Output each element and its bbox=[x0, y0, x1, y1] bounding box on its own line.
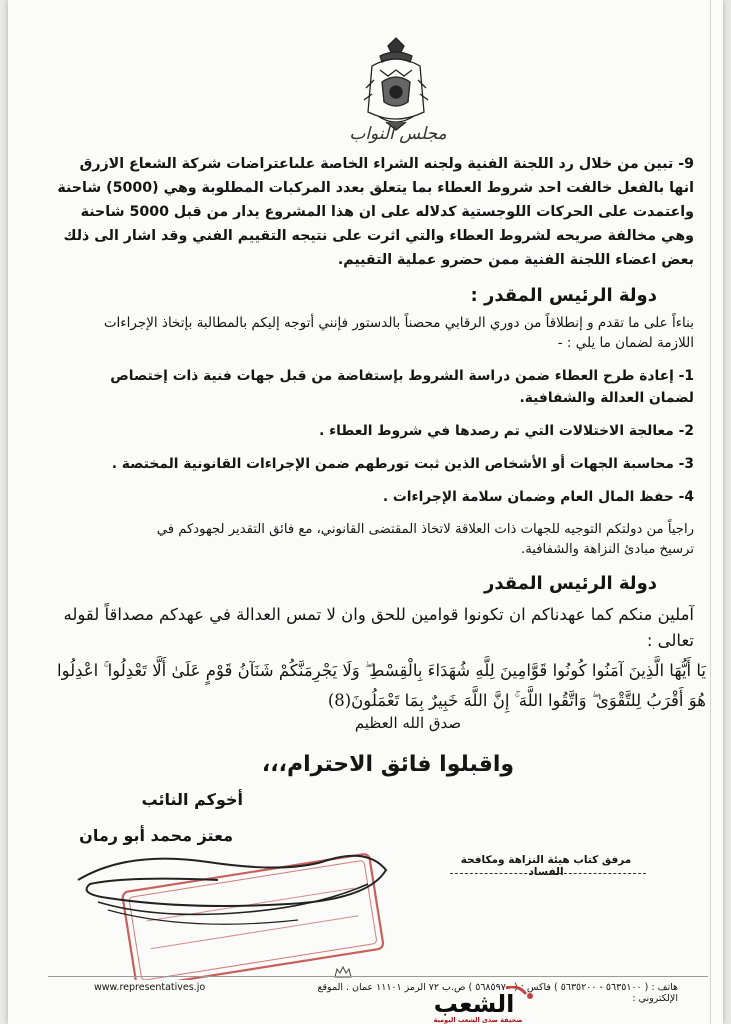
footer-divider bbox=[48, 976, 708, 977]
page-fold-line bbox=[710, 0, 711, 1024]
hope-paragraph: آملين منكم كما عهدناكم ان تكونوا قوامين للحق وان لا تمس العدالة في عهدكم مصداقاً لقوله تعالى : bbox=[63, 605, 694, 650]
parliament-header-title: مجلس النواب bbox=[349, 124, 447, 144]
footer-contact: هاتف : ( ٥٦٣٥١٠٠ - ٥٦٣٥٢٠٠ ) فاكس : ( ٥٦٨٥٩٧٠ ) ص.ب ٧٢ الرمز ١١١٠١ عمان . الموقع الإلكتروني : bbox=[317, 982, 678, 1004]
signature-name: معتز محمد أبو رمان bbox=[79, 826, 233, 845]
official-stamp-icon bbox=[68, 840, 408, 980]
footer-website[interactable]: www.representatives.jo bbox=[94, 982, 206, 993]
enclosure-underline bbox=[450, 873, 646, 875]
demand-item: 2- معالجة الاختلالات التي تم رصدها في شروط العطاء . bbox=[319, 423, 694, 439]
closing-paragraph: راجياً من دولتكم التوجيه للجهات ذات العلاقة لاتخاذ المقتضى القانوني، مع فائق التقدير لجهودكم في ترسيخ مبادئ النزاهة والشفافية. bbox=[156, 522, 694, 557]
document-page bbox=[8, 0, 723, 1024]
demand-item: 1- إعادة طرح العطاء ضمن دراسة الشروط بإستفاضة من قبل جهات فنية ذات إختصاص لضمان العدالة والشفافية. bbox=[110, 368, 694, 406]
demand-item: 3- محاسبة الجهات أو الأشخاص الذين ثبت تورطهم ضمن الإجراءات القانونية المختصة . bbox=[111, 456, 694, 472]
coat-of-arms-icon bbox=[358, 36, 434, 132]
respect-closing: واقبلوا فائق الاحترام،،، bbox=[261, 752, 515, 777]
paragraph-9: 9- تبين من خلال رد اللجنة الفنية ولجنه الشراء الخاصة علىاعتراضات شركة الشعاع الازرق انها بالفعل خالفت احد شروط العطاء بما يتعلق بعدد المركبات المطلوبة وهي (5000) شاحنة واعتمدت على الحركات اللوجستية كدلاله على ان هذا المشروع يدار من قبل 5000 شاحنة وهي مخالفة صريحه لشروط العطاء والتي اثرت على نتيجه التقييم الفني وقد اشار الى ذلك بعض اعضاء اللجنة الفنية ممن حضرو عملية التقييم. bbox=[57, 156, 694, 268]
watermark-title: الشعب bbox=[433, 990, 515, 1018]
watermark-subtitle: صحيفة صدى الشعب اليومية bbox=[433, 1016, 523, 1024]
signature-title: أخوكم النائب bbox=[141, 790, 243, 809]
salutation-1: دولة الرئيس المقدر : bbox=[470, 285, 657, 306]
intro-paragraph: بناءاً على ما تقدم و إنطلاقاً من دوري الرقابي محصناً بالدستور فإنني أتوجه إليكم بالمطالبة بإتخاذ الإجراءات اللازمة لضمان ما يلي : - bbox=[103, 315, 694, 351]
demand-item: 4- حفظ المال العام وضمان سلامة الإجراءات . bbox=[382, 489, 694, 505]
sadaq-line: صدق الله العظيم bbox=[354, 714, 462, 732]
enclosure-note: مرفق كتاب هيئة النزاهة ومكافحة الفساد bbox=[460, 854, 632, 878]
quran-verse: يَا أَيُّهَا الَّذِينَ آمَنُوا كُونُوا قَوَّامِينَ لِلَّهِ شُهَدَاءَ بِالْقِسْطِ ۖ وَلَا يَجْرِمَنَّكُمْ شَنَآنُ قَوْمٍ عَلَىٰ أَلَّا تَعْدِلُوا ۚ اعْدِلُوا هُوَ أَقْرَبُ لِلتَّقْوَىٰ ۖ وَاتَّقُوا اللَّهَ ۚ إِنَّ اللَّهَ خَبِيرٌ بِمَا تَعْمَلُونَ(8) bbox=[57, 661, 706, 710]
footer-logo bbox=[308, 966, 378, 981]
salutation-2: دولة الرئيس المقدر bbox=[483, 573, 657, 594]
